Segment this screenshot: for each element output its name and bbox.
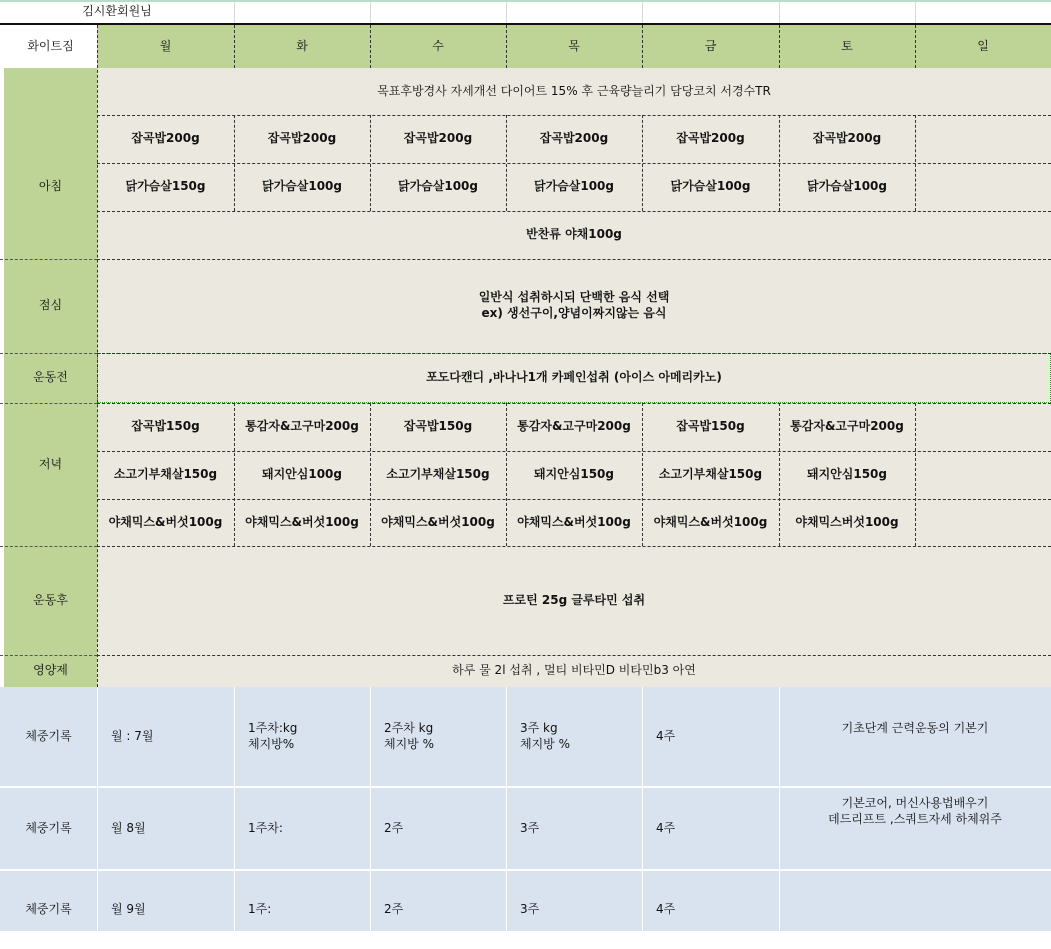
row-label-pre-workout: 운동전	[33, 370, 68, 385]
weight-record-month: 월 9월	[111, 902, 146, 917]
day-header-fri: 금	[704, 38, 717, 53]
dinner-carb-sun	[915, 403, 1051, 451]
breakfast-protein-wed: 닭가슴살100g	[397, 179, 478, 194]
weight-record-week4: 4주	[656, 902, 676, 917]
goal-text: 목표후방경사 자세개선 다이어트 15% 후 근육량늘리기 담당코치 서경수TR	[377, 83, 771, 98]
pre-workout-text: 포도다캔디 ,바나나1개 카페인섭취 (아이스 아메리카노)	[97, 353, 1051, 403]
day-header-thu: 목	[568, 38, 580, 53]
row-label-supplements: 영양제	[33, 663, 68, 678]
day-header-wed: 수	[432, 38, 444, 53]
day-header-sat: 토	[841, 38, 853, 53]
breakfast-grain-tue: 잡곡밥200g	[267, 131, 337, 146]
dinner-veg-tue: 야채믹스&버섯100g	[245, 514, 359, 529]
dinner-protein-wed: 소고기부채살150g	[386, 467, 490, 482]
breakfast-protein-mon: 닭가슴살150g	[125, 179, 206, 194]
dinner-carb-mon: 잡곡밥150g	[131, 419, 200, 434]
weight-record-week1: 1주차:kg 체지방%	[248, 720, 298, 751]
weight-record-label: 체중기록	[25, 820, 72, 835]
lunch-text: 일반식 섭취하시되 단백한 음식 선택 ex) 생선구이,양념이짜지않는 음식	[478, 290, 670, 320]
weight-record-week4: 4주	[656, 820, 676, 835]
dinner-carb-tue: 통감자&고구마200g	[245, 419, 359, 434]
breakfast-side-dish: 반찬류 야채100g	[526, 227, 622, 242]
weight-record-week2: 2주	[384, 902, 404, 917]
dinner-carb-sat: 통감자&고구마200g	[790, 419, 904, 434]
gym-name: 화이트짐	[4, 25, 97, 68]
dinner-protein-sat: 돼지안심150g	[806, 467, 887, 482]
breakfast-protein-tue: 닭가슴살100g	[261, 179, 342, 194]
weight-record-week1: 1주:	[248, 902, 272, 917]
weight-record-note	[779, 871, 1051, 931]
day-header-sun: 일	[977, 38, 989, 53]
weight-record-week3: 3주	[520, 820, 540, 835]
dinner-carb-fri: 잡곡밥150g	[676, 419, 745, 434]
dinner-veg-fri: 야채믹스&버섯100g	[653, 514, 768, 529]
row-label-dinner: 저녁	[38, 457, 63, 472]
post-workout-text: 프로틴 25g 글루타민 섭취	[502, 592, 646, 607]
dinner-veg-sun	[915, 499, 1051, 546]
day-header-tue: 화	[296, 38, 308, 53]
row-label-post-workout: 운동후	[33, 592, 68, 607]
row-label-breakfast: 아침	[38, 179, 63, 194]
weight-record-month: 월 : 7월	[111, 728, 154, 743]
dinner-protein-mon: 소고기부채살150g	[113, 467, 218, 482]
weight-record-week2: 2주	[384, 820, 404, 835]
breakfast-protein-sun	[915, 163, 1051, 211]
dinner-veg-mon: 야채믹스&버섯100g	[108, 514, 223, 529]
weight-record-note: 기본코어, 머신사용법배우기 데드리프트 ,스쿼트자세 하체위주	[828, 796, 1002, 826]
breakfast-grain-mon: 잡곡밥200g	[131, 131, 200, 146]
weight-record-week1: 1주차:	[248, 820, 283, 835]
dinner-protein-fri: 소고기부채살150g	[658, 467, 763, 482]
dinner-veg-thu: 야채믹스&버섯100g	[517, 514, 631, 529]
supplements-text: 하루 물 2l 섭취 , 멀티 비타민D 비타민b3 아연	[452, 663, 696, 678]
weight-record-week3: 3주 kg 체지방 %	[520, 720, 570, 751]
breakfast-protein-fri: 닭가슴살100g	[670, 179, 751, 194]
weight-record-label: 체중기록	[25, 728, 72, 743]
row-label-lunch: 점심	[38, 298, 63, 313]
weight-record-week2: 2주차 kg 체지방 %	[384, 720, 434, 751]
dinner-protein-sun	[915, 451, 1051, 499]
dinner-protein-thu: 돼지안심150g	[533, 467, 614, 482]
breakfast-grain-wed: 잡곡밥200g	[403, 131, 473, 146]
weight-record-label: 체중기록	[25, 902, 72, 917]
dinner-veg-wed: 야채믹스&버섯100g	[381, 514, 495, 529]
member-name: 김시환회원님	[82, 3, 152, 18]
weight-record-note: 기초단계 근력운동의 기본기	[841, 721, 989, 736]
weight-record-month: 월 8월	[111, 820, 146, 835]
dinner-carb-wed: 잡곡밥150g	[403, 419, 473, 434]
breakfast-protein-sat: 닭가슴살100g	[806, 179, 887, 194]
breakfast-grain-thu: 잡곡밥200g	[539, 131, 609, 146]
breakfast-protein-thu: 닭가슴살100g	[533, 179, 614, 194]
breakfast-grain-sat: 잡곡밥200g	[812, 131, 882, 146]
day-header-mon: 월	[159, 38, 172, 53]
dinner-veg-sat: 야채믹스버섯100g	[795, 514, 899, 529]
dinner-carb-thu: 통감자&고구마200g	[517, 419, 631, 434]
weight-record-week4: 4주	[656, 728, 676, 743]
dinner-protein-tue: 돼지안심100g	[261, 467, 342, 482]
weight-record-week3: 3주	[520, 902, 540, 917]
breakfast-grain-sun	[915, 115, 1051, 163]
breakfast-grain-fri: 잡곡밥200g	[676, 131, 745, 146]
